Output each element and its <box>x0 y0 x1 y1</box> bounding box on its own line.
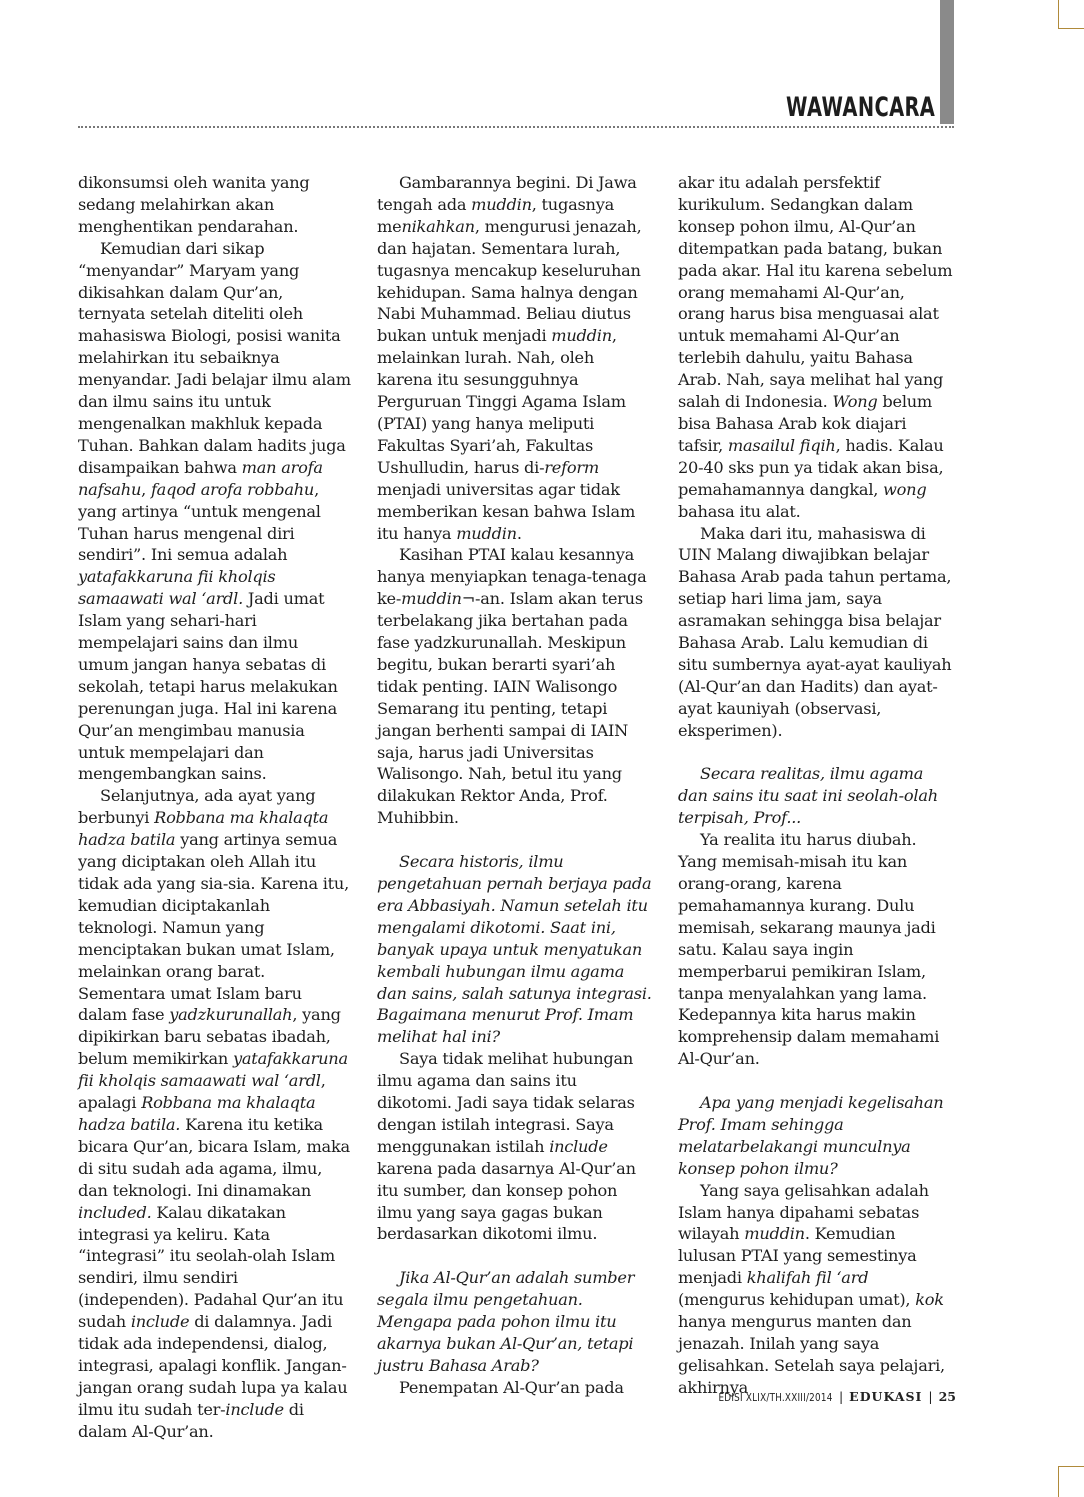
italic-term: yatafakkaruna fii kholqis samaawati wal ‘ardl <box>78 1049 348 1091</box>
text-run: , apalagi <box>78 1071 326 1113</box>
italic-term: include <box>130 1312 190 1332</box>
italic-term: nikahkan <box>401 216 475 236</box>
interview-question <box>377 1267 652 1377</box>
text-run: Selanjutnya, ada ayat yang berbunyi <box>78 786 316 828</box>
text-run: Kasihan PTAI kalau kesannya hanya menyiapkan tenaga-tenaga ke- <box>377 545 647 609</box>
italic-term: included. <box>78 1202 152 1222</box>
text-run: di dalam Al-Qur’an. <box>78 1399 304 1441</box>
crop-mark-top-right <box>1058 0 1084 29</box>
text-run: Gambarannya begini. Di Jawa tengah ada <box>377 173 637 214</box>
italic-term: masailul fiqih <box>727 435 836 455</box>
section-label: WAWANCARA <box>785 92 935 123</box>
text-run: Kalau dikatakan integrasi ya keliru. Kata “integrasi” itu seolah-olah Islam sendiri, ilmu sendiri (independen). Padahal Qur’an itu sudah <box>78 1202 344 1332</box>
italic-term: wong <box>883 479 927 499</box>
paragraph <box>678 523 953 742</box>
interview-question <box>678 763 953 829</box>
text-run: -an. Islam akan terus terbelakang jika bertahan pada fase yadzkurunallah. Meskipun begitu, bukan berarti syari’ah tidak penting. IAIN Walisongo Semarang itu penting, tetapi jangan berhenti sampai di IAIN saja, harus jadi Universitas Walisongo. Nah, betul itu yang dilakukan Rektor Anda, Prof. Muhibbin. <box>377 589 643 828</box>
paragraph <box>377 544 652 829</box>
text-run: menjadi universitas agar tidak memberikan kesan bahwa Islam itu hanya <box>377 479 636 543</box>
text-run: Secara realitas, ilmu agama dan sains itu saat ini seolah-olah terpisah, Prof... <box>678 764 938 828</box>
italic-term: faqod arofa robbahu <box>150 479 315 499</box>
paragraph <box>78 785 353 1442</box>
italic-term: man arofa nafsahu <box>78 457 323 499</box>
text-run: bahasa itu alat. <box>678 501 801 521</box>
text-run: , <box>141 479 151 499</box>
paragraph <box>377 172 652 544</box>
interview-question <box>678 1092 953 1180</box>
text-run: , melainkan lurah. Nah, oleh karena itu sesungguhnya Perguruan Tinggi Agama Islam (PTAI) yang hanya meliputi Fakultas Syari’ah, Fakultas Ushulludin, harus di- <box>377 326 626 477</box>
italic-term: khalifah fil ‘ard <box>746 1268 869 1288</box>
text-run: , tugasnya me <box>377 194 615 236</box>
paragraph <box>78 238 353 786</box>
magazine-name: EDUKASI <box>849 1389 923 1404</box>
paragraph <box>678 829 953 1070</box>
header-divider <box>78 126 954 128</box>
text-run: Jika Al-Qur’an adalah sumber segala ilmu pengetahuan. Mengapa pada pohon ilmu itu akarnya bukan Al-Qur’an, tetapi justru Bahasa Arab? <box>377 1268 635 1375</box>
footer-separator: | <box>838 1389 844 1404</box>
text-run: (mengurus kehidupan umat), <box>678 1290 916 1310</box>
text-run: hanya mengurus manten dan jenazah. Inilah yang saya gelisahkan. Setelah saya pelajari, akhirnya <box>678 1312 945 1397</box>
italic-term: yadzkurunallah <box>169 1005 293 1025</box>
italic-term: include <box>549 1136 608 1156</box>
footer-separator: | <box>928 1389 933 1404</box>
text-run: Jadi umat Islam yang sehari-hari mempelajari sains dan ilmu umum jangan hanya sebatas di sekolah, tetapi harus melakukan perenungan juga. Hal ini karena Qur’an mengimbau manusia untuk mempelajari dan mengembangkan sains. <box>78 589 338 784</box>
text-run: Karena itu ketika bicara Qur’an, bicara Islam, maka di situ sudah ada agama, ilmu, dan teknologi. Ini dinamakan <box>78 1114 350 1200</box>
page-footer <box>690 1389 956 1404</box>
text-run: dikonsumsi oleh wanita yang sedang melahirkan akan menghentikan pendarahan. <box>78 173 310 236</box>
edition-info: EDISI XLIX/TH.XXIII/2014 <box>718 1391 833 1404</box>
text-run: , yang dipikirkan baru sebatas ibadah, belum memikirkan <box>78 1005 341 1069</box>
text-run: Maka dari itu, mahasiswa di UIN Malang diwajibkan belajar Bahasa Arab pada tahun pertama, setiap hari lima jam, saya asramakan sehingga bisa belajar Bahasa Arab. Lalu kemudian di situ sumbernya ayat-ayat kauliyah (Al-Qur’an dan Hadits) dan ayat-ayat kauniyah (observasi, eksperimen). <box>678 523 952 740</box>
text-run: Ya realita itu harus diubah. Yang memisah-misah itu kan orang-orang, karena pemahamannya kurang. Dulu memisah, sekarang maunya jadi satu. Kalau saya ingin memperbarui pemikiran Islam, tanpa menyalahkan yang lama. Kedepannya kita harus makin komprehensip dalam memahami Al-Qur’an. <box>678 830 940 1069</box>
text-run: Yang saya gelisahkan adalah Islam hanya dipahami sebatas wilayah <box>678 1180 929 1244</box>
text-run: Saya tidak melihat hubungan ilmu agama dan sains itu dikotomi. Jadi saya tidak selaras dengan istilah integrasi. Saya menggunakan istilah <box>377 1049 635 1156</box>
interview-question <box>377 851 652 1048</box>
italic-term: muddin <box>551 326 612 346</box>
paragraph <box>678 1180 953 1399</box>
article-column-1 <box>78 172 353 1441</box>
italic-term: Robbana ma khalaqta hadza batila <box>78 808 329 850</box>
italic-term: muddin <box>471 194 532 214</box>
italic-term: muddin¬ <box>401 589 476 609</box>
section-tab-bar <box>940 0 954 124</box>
italic-term: kok <box>915 1290 944 1310</box>
text-run: . Kemudian lulusan PTAI yang semestinya menjadi <box>678 1224 917 1288</box>
italic-term: Wong <box>832 392 878 412</box>
crop-mark-bottom-right <box>1058 1466 1084 1497</box>
page-number: 25 <box>938 1389 956 1404</box>
text-run: . <box>516 523 522 543</box>
italic-term: yatafakkaruna fii kholqis samaawati wal ‘ardl. <box>78 567 276 609</box>
text-run: , yang artinya “untuk mengenal Tuhan harus mengenal diri sendiri”. Ini semua adalah <box>78 479 321 565</box>
text-run: Penempatan Al-Qur’an pada <box>399 1377 624 1397</box>
text-run: akar itu adalah persfektif kurikulum. Sedangkan dalam konsep pohon ilmu, Al-Qur’an ditempatkan pada batang, bukan pada akar. Hal itu karena sebelum orang memahami Al-Qur’an, orang harus bisa menguasai alat untuk memahami Al-Qur’an terlebih dahulu, yaitu Bahasa Arab. Nah, saya melihat hal yang salah di Indonesia. <box>678 173 953 412</box>
paragraph <box>377 1377 652 1399</box>
paragraph <box>78 172 353 238</box>
text-run: Kemudian dari sikap “menyandar” Maryam yang dikisahkan dalam Qur’an, ternyata setelah diteliti oleh mahasiswa Biologi, posisi wanita melahirkan itu sebaiknya menyandar. Jadi belajar ilmu alam dan ilmu sains itu untuk mengenalkan makhluk kepada Tuhan. Bahkan dalam hadits juga disampaikan bahwa <box>78 238 351 477</box>
paragraph <box>678 172 953 523</box>
text-run: karena pada dasarnya Al-Qur’an itu sumber, dan konsep pohon ilmu yang saya gagas bukan berdasarkan dikotomi ilmu. <box>377 1158 636 1244</box>
italic-term: Robbana ma khalaqta hadza batila. <box>78 1093 316 1134</box>
text-run: belum bisa Bahasa Arab kok diajari tafsir, <box>678 392 933 455</box>
paragraph <box>377 1048 652 1245</box>
text-run: Secara historis, ilmu pengetahuan pernah berjaya pada era Abbasiyah. Namun setelah itu mengalami dikotomi. Saat ini, banyak upaya untuk menyatukan kembali hubungan ilmu agama dan sains, salah satunya integrasi. Bagaimana menurut Prof. Imam melihat hal ini? <box>377 852 652 1047</box>
text-run: Apa yang menjadi kegelisahan Prof. Imam sehingga melatarbelakangi munculnya konsep pohon ilmu? <box>678 1093 944 1178</box>
text-run: , mengurusi jenazah, dan hajatan. Sementara lurah, tugasnya mencakup keseluruhan kehidupan. Sama halnya dengan Nabi Muhammad. Beliau diutus bukan untuk menjadi <box>377 216 642 346</box>
article-column-2 <box>377 172 652 1397</box>
italic-term: reform <box>544 457 599 477</box>
text-run: , hadis. Kalau 20-40 sks pun ya tidak akan bisa, pemahamannya dangkal, <box>678 435 944 499</box>
text-run: di dalamnya. Jadi tidak ada independensi, dialog, integrasi, apalagi konflik. Jangan-jangan orang sudah lupa ya kalau ilmu itu sudah ter- <box>78 1312 348 1419</box>
italic-term: include <box>225 1399 284 1419</box>
italic-term: muddin <box>744 1224 805 1244</box>
text-run: yang artinya semua yang diciptakan oleh Allah itu tidak ada yang sia-sia. Karena itu, kemudian diciptakanlah teknologi. Namun yang menciptakan bukan umat Islam, melainkan orang barat. Sementara umat Islam baru dalam fase <box>78 830 350 1025</box>
italic-term: muddin <box>456 523 517 543</box>
